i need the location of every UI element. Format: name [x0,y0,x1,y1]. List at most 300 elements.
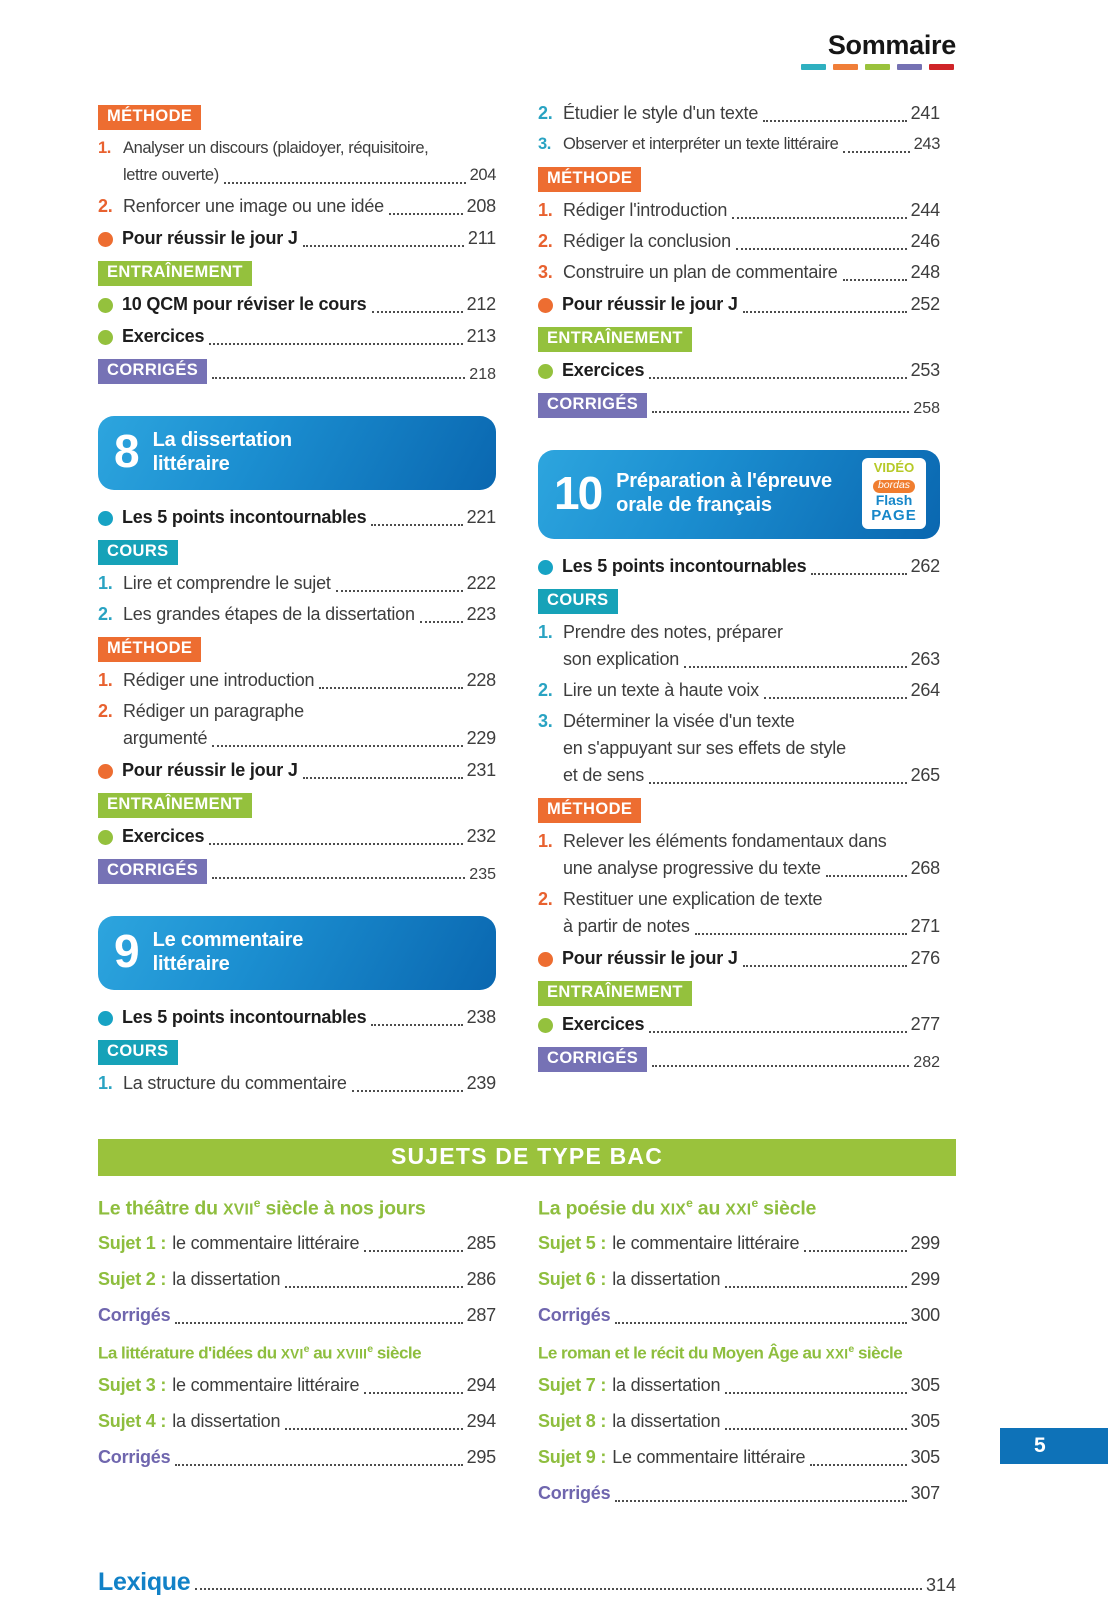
entry-number: 1. [98,1073,113,1093]
toc-entry-line [538,228,940,255]
page-number: 239 [466,1073,496,1093]
dotted-leader [420,621,463,623]
entry-text: Construire un plan de commentaire [563,262,838,282]
toc-entry [538,228,940,255]
chapter-box [538,450,940,539]
badge-entrainement: ENTRAÎNEMENT [538,327,692,352]
dotted-leader [843,279,907,281]
toc-bullet-row [538,553,940,580]
lexique-page-number: 314 [925,1575,956,1596]
dotted-leader [615,1322,906,1324]
page-label: PAGE [871,507,917,525]
page-number: 276 [910,947,940,968]
dotted-leader [649,1031,906,1033]
entry-number: 2. [538,679,553,700]
toc-entry-line [98,667,496,694]
toc-entry-title: 10 QCM pour réviser le cours [122,294,367,314]
bac-column-left [98,1182,496,1516]
dotted-leader [212,877,465,879]
toc-entry-line [538,646,940,673]
badge-methode: MÉTHODE [538,167,641,192]
roman-numeral: XIX [660,1201,687,1219]
page-number: 208 [466,196,496,216]
dotted-leader [352,1090,463,1092]
page-title: Sommaire [827,30,956,60]
toc-bullet-row [98,291,496,318]
page-number: 268 [910,857,940,878]
toc-column-left [98,96,496,1101]
entry-text: Étudier le style d'un texte [563,103,759,123]
badge-entrainement: ENTRAÎNEMENT [538,981,692,1006]
entry-text: à partir de notes [563,915,690,936]
entry-text: Analyser un discours (plaidoyer, réquisitoire, [123,139,429,157]
sujet-row [538,1444,940,1471]
bullet-icon [98,298,113,313]
page-number: 223 [466,604,496,624]
toc-entry-title: Les 5 points incontournables [122,1007,367,1027]
page-number: 212 [466,294,496,314]
toc-entry-line [98,698,496,725]
dotted-leader [224,182,466,184]
entry-number: 2. [538,888,553,909]
page-number: 277 [910,1013,940,1034]
roman-numeral: XXI [725,1201,752,1219]
toc-entry-line [98,193,496,220]
dash-icon [929,64,954,70]
corriges-label: Corrigés [538,1483,611,1504]
sujet-label: Sujet 7 : [538,1375,607,1396]
entry-number: 2. [98,701,113,721]
toc-entry [538,619,940,673]
sujet-text: la dissertation [612,1411,721,1432]
badge-row [538,798,940,823]
sujet-row [98,1372,496,1399]
toc-entry-line [98,725,496,752]
dotted-leader [285,1428,462,1430]
toc-entry-title: Exercices [562,360,645,380]
bac-banner: SUJETS DE TYPE BAC [98,1139,956,1176]
toc-entry [538,886,940,940]
badge-row [538,393,940,418]
bullet-icon [98,830,113,845]
page-number: 232 [466,826,496,846]
page-number: 246 [910,231,940,251]
heading-text: siècle [853,1343,903,1363]
bullet-icon [98,764,113,779]
toc-entry-title: Les 5 points incontournables [122,507,367,527]
bac-group-heading [98,1343,496,1364]
toc-bullet-row [538,1011,940,1038]
bac-column-right [538,1182,940,1516]
entry-text: Rédiger la conclusion [563,231,731,251]
chapter-title [616,469,832,517]
entry-text: et de sens [563,764,645,785]
dotted-leader [743,965,907,967]
bullet-icon [98,232,113,247]
entry-number: 1. [538,830,553,851]
toc-entry [98,135,496,189]
page-number: 253 [910,360,940,380]
corriges-row [538,1480,940,1507]
toc-entry-title: Les 5 points incontournables [562,555,807,576]
sujet-text: Le commentaire littéraire [612,1447,806,1468]
dotted-leader [285,1286,462,1288]
roman-numeral: XXI [825,1346,849,1362]
entry-number: 2. [98,196,113,216]
entry-text: en s'appuyant sur ses effets de style [563,737,846,758]
folio-page-number: 5 [1000,1428,1108,1464]
lexique-row [98,1568,956,1597]
entry-text: Lire et comprendre le sujet [123,573,331,593]
toc-bullet-row [98,225,496,252]
dash-icon [897,64,922,70]
page-number: 244 [910,200,940,220]
entry-text: Lire un texte à haute voix [563,679,759,700]
toc-entry-line [98,1070,496,1097]
toc-entry-line [98,570,496,597]
bullet-icon [538,364,553,379]
page-number: 222 [466,573,496,593]
sujet-text: le commentaire littéraire [612,1232,800,1253]
toc-entry [98,570,496,597]
dotted-leader [811,573,906,575]
sujet-row [98,1266,496,1293]
bullet-icon [98,330,113,345]
flash-label: Flash [875,491,913,508]
sujet-row [538,1230,940,1257]
page-number: 294 [466,1411,496,1432]
badge-cours: COURS [98,540,178,565]
dotted-leader [319,687,462,689]
heading-text: Le roman et le récit du Moyen Âge au [538,1343,826,1363]
badge-corriges: CORRIGÉS [98,859,207,884]
toc-entry-line [538,100,940,127]
dotted-leader [736,248,907,250]
page-number: 204 [469,166,496,184]
page-number: 243 [913,135,940,153]
page-number: 265 [910,764,940,785]
badge-row [98,261,496,286]
entry-number: 2. [98,604,113,624]
chapter-title-line: Le commentaire [152,929,304,951]
chapter-number: 9 [114,925,138,978]
page-number: 286 [466,1268,496,1289]
sujet-row [98,1408,496,1435]
toc-entry [538,708,940,789]
sujet-label: Sujet 4 : [98,1411,167,1432]
bullet-icon [98,511,113,526]
page-number: 241 [910,103,940,123]
dotted-leader [843,151,909,153]
toc-entry-line [538,886,940,913]
toc-bullet-row [538,357,940,384]
badge-row [538,981,940,1006]
dotted-leader [732,217,906,219]
superscript-e: e [303,1342,309,1355]
dotted-leader [212,377,465,379]
badge-row [98,793,496,818]
bac-columns [98,1182,956,1516]
sujet-text: la dissertation [612,1268,721,1289]
dotted-leader [336,590,463,592]
toc-entry-line [538,619,940,646]
badge-row [98,859,496,884]
chapter-title-line: littéraire [152,953,230,975]
badge-row [538,327,940,352]
entry-number: 3. [538,262,553,282]
heading-text: au [308,1343,337,1363]
dotted-leader [175,1464,462,1466]
toc-entry [98,1070,496,1097]
entry-number: 1. [98,573,113,593]
toc-entry [538,259,940,286]
sujet-text: la dissertation [612,1375,721,1396]
dotted-leader [810,1464,906,1466]
bac-group-heading [538,1343,940,1364]
chapter-box [98,416,496,490]
badge-row [98,637,496,662]
toc-entry [538,197,940,224]
superscript-e: e [751,1196,758,1210]
bac-group-heading [98,1196,496,1221]
superscript-e: e [253,1196,261,1210]
entry-text: Renforcer une image ou une idée [123,196,384,216]
badge-methode: MÉTHODE [98,637,201,662]
page-number: 221 [466,507,496,527]
corriges-label: Corrigés [98,1447,171,1468]
entry-number: 2. [538,231,553,251]
sujet-text: la dissertation [172,1268,281,1289]
chapter-title [153,428,292,476]
dotted-leader [695,933,907,935]
badge-entrainement: ENTRAÎNEMENT [98,261,252,286]
entry-text: son explication [563,648,680,669]
dotted-leader [175,1322,462,1324]
page-number: 264 [910,679,940,700]
toc-entry-title: Exercices [122,826,205,846]
badge-row [98,359,496,384]
page-number: 252 [910,294,940,314]
entry-number: 1. [538,200,553,220]
sujet-text: la dissertation [172,1411,281,1432]
page-header [98,30,956,70]
corriges-label: Corrigés [98,1304,171,1325]
entry-number: 3. [538,710,553,731]
roman-numeral: XVIII [336,1346,368,1362]
entry-text: Rédiger une introduction [123,670,315,690]
toc-bullet-row [98,504,496,531]
bullet-icon [538,1018,553,1033]
page-number: 231 [466,760,496,780]
chapter-title [153,928,304,976]
toc-entry-line [98,135,496,162]
entry-text: lettre ouverte) [123,166,219,184]
sujet-text: le commentaire littéraire [172,1375,360,1396]
toc-entry-line [538,828,940,855]
toc-entry-line [98,162,496,189]
page-number: 287 [466,1304,496,1325]
entry-text: Restituer une explication de texte [563,888,823,909]
dotted-leader [764,697,907,699]
page-number: 262 [910,555,940,576]
dotted-leader [303,245,464,247]
entry-text: Rédiger l'introduction [563,200,728,220]
roman-numeral: XVI [280,1346,304,1362]
corriges-label: Corrigés [538,1304,611,1325]
bac-group [98,1343,496,1472]
sujet-text: le commentaire littéraire [172,1232,360,1253]
sujet-label: Sujet 3 : [98,1375,167,1396]
toc-entry-title: Pour réussir le jour J [562,294,738,314]
entry-text: Les grandes étapes de la dissertation [123,604,415,624]
badge-row [98,1040,496,1065]
bullet-icon [538,560,553,575]
roman-numeral: XVII [223,1201,254,1219]
dotted-leader [763,120,906,122]
badge-row [538,589,940,614]
page-number: 238 [466,1007,496,1027]
page-number: 282 [913,1053,940,1071]
badge-row [538,167,940,192]
toc-entry [538,100,940,127]
badge-row [98,105,496,130]
entry-text: Prendre des notes, préparer [563,621,783,642]
entry-text: Observer et interpréter un texte littéraire [563,135,839,153]
page-number: 211 [467,228,496,248]
toc-entry [538,828,940,882]
heading-text: Le théâtre du [98,1197,224,1220]
entry-number: 1. [538,621,553,642]
entry-text: La structure du commentaire [123,1073,347,1093]
sujet-label: Sujet 5 : [538,1232,607,1253]
toc-column-right [538,96,940,1101]
dotted-leader [615,1500,906,1502]
superscript-e: e [686,1196,693,1210]
chapter-title-line: orale de français [616,494,772,517]
bac-group-heading [538,1196,940,1221]
bullet-icon [538,298,553,313]
badge-cours: COURS [538,589,618,614]
chapter-box [98,916,496,990]
toc-entry-title: Exercices [562,1013,645,1034]
page-number: 271 [910,915,940,936]
page-number: 305 [910,1375,940,1396]
dotted-leader [652,411,909,413]
entry-text: argumenté [123,728,208,748]
dotted-leader [725,1286,906,1288]
page-number: 307 [910,1483,940,1504]
heading-text: au [692,1197,726,1220]
page-number: 228 [466,670,496,690]
page-number: 263 [910,648,940,669]
page-number: 235 [469,866,496,883]
superscript-e: e [848,1342,854,1355]
video-label: VIDÉO [873,460,915,475]
toc-entry-line [538,259,940,286]
dotted-leader [371,524,462,526]
page-number: 213 [466,326,496,346]
toc-entry-line [538,762,940,789]
badge-methode: MÉTHODE [538,798,641,823]
toc-entry-line [538,677,940,704]
entry-text: Rédiger un paragraphe [123,701,304,721]
badge-row [98,540,496,565]
toc-entry-line [538,855,940,882]
page-number: 248 [910,262,940,282]
lexique-label: Lexique [98,1568,191,1597]
page-number: 258 [913,400,940,417]
toc-columns [98,96,956,1101]
toc-entry-line [538,197,940,224]
corriges-row [538,1302,940,1329]
toc-bullet-row [98,1004,496,1031]
dotted-leader [684,666,906,668]
toc-entry-line [98,601,496,628]
dotted-leader [209,843,462,845]
dotted-leader [804,1250,906,1252]
dotted-leader [372,311,463,313]
dotted-leader [371,1024,462,1026]
bac-group [538,1343,940,1508]
chapter-number: 10 [554,466,602,519]
toc-bullet-row [98,757,496,784]
page-number: 305 [910,1411,940,1432]
toc-entry-title: Pour réussir le jour J [122,760,298,780]
sujet-label: Sujet 8 : [538,1411,607,1432]
page-number: 294 [466,1375,496,1396]
entry-number: 2. [538,103,553,123]
dash-icon [865,64,890,70]
entry-number: 1. [98,139,111,157]
dotted-leader [649,782,907,784]
dotted-leader [743,311,907,313]
dotted-leader [303,777,463,779]
toc-entry [538,131,940,158]
dotted-leader [364,1392,462,1394]
toc-bullet-row [538,945,940,972]
dotted-leader [649,377,906,379]
bullet-icon [538,952,553,967]
bac-group [538,1196,940,1329]
sujet-label: Sujet 1 : [98,1232,167,1253]
dotted-leader [725,1392,906,1394]
badge-corriges: CORRIGÉS [538,1047,647,1072]
dotted-leader [389,213,463,215]
toc-bullet-row [538,291,940,318]
sujet-row [538,1372,940,1399]
entry-text: Déterminer la visée d'un texte [563,710,795,731]
badge-corriges: CORRIGÉS [98,359,207,384]
toc-entry [538,677,940,704]
bullet-icon [98,1011,113,1026]
dotted-leader [826,875,907,877]
page-number: 285 [466,1232,496,1253]
sujet-row [538,1266,940,1293]
heading-text: La poésie du [538,1197,661,1220]
entry-number: 3. [538,135,551,153]
colored-dashes [98,64,954,70]
entry-text: Relever les éléments fondamentaux dans [563,830,887,851]
badge-corriges: CORRIGÉS [538,393,647,418]
toc-entry-title: Pour réussir le jour J [122,228,298,248]
heading-text: siècle [372,1343,422,1363]
toc-entry-line [538,913,940,940]
page-number: 218 [469,366,496,383]
badge-cours: COURS [98,1040,178,1065]
chapter-title-line: littéraire [152,453,230,475]
dash-icon [833,64,858,70]
toc-bullet-row [98,323,496,350]
